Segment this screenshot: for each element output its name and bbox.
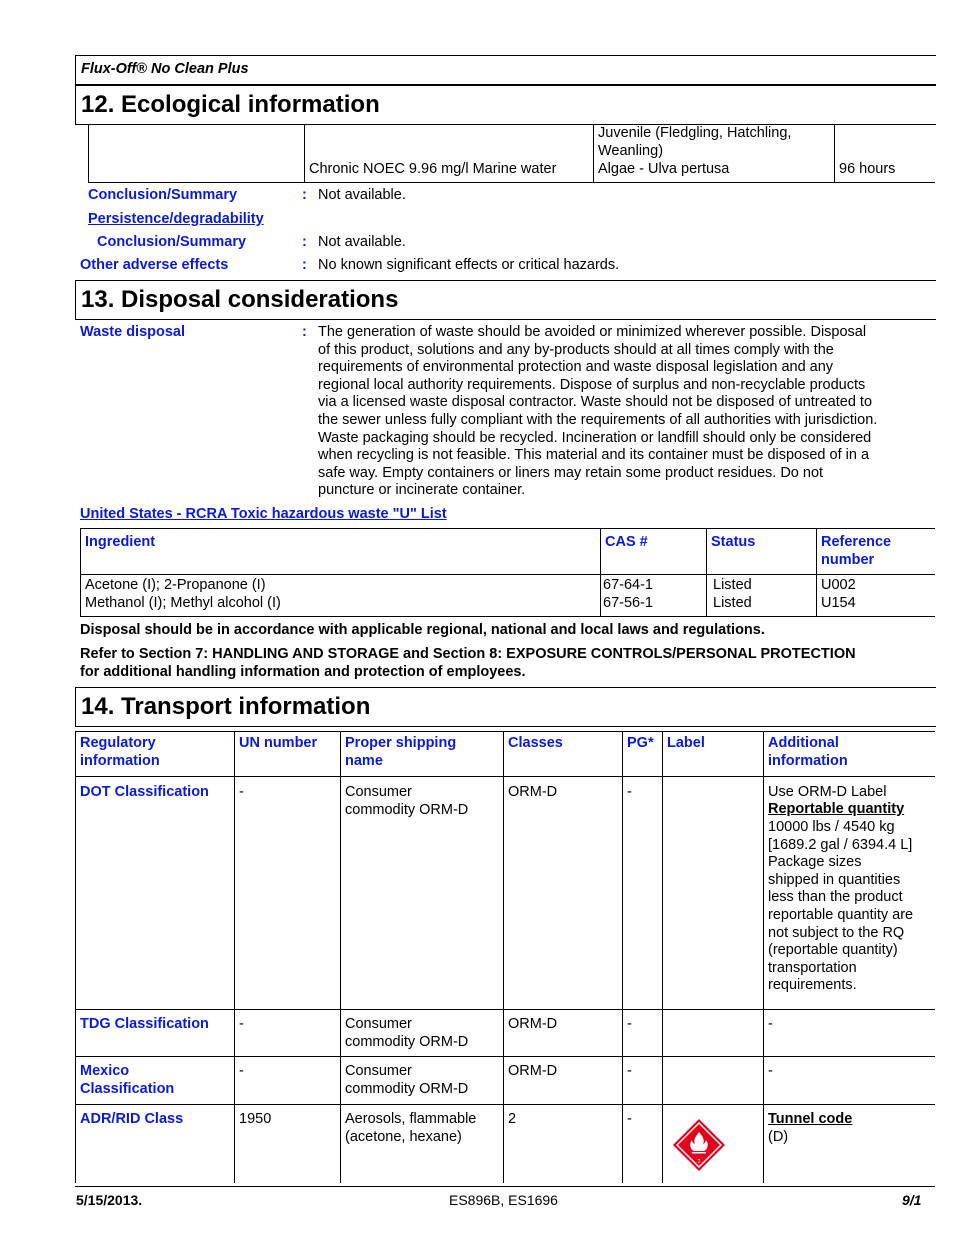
adr-classes: 2 [508,1111,517,1127]
mexico-pg: - [627,1063,632,1079]
tdg-classification-label: TDG Classification [80,1016,209,1032]
rcra-header-cas: CAS # [605,534,648,550]
eco-exposure: 96 hours [839,161,896,177]
rcra-status: Listed [713,595,752,611]
tdg-classes: ORM-D [508,1016,558,1032]
dot-classification-label: DOT Classification [80,784,209,800]
colon: : [302,234,307,250]
transport-header-psn: Proper shipping name [345,735,457,769]
mexico-un: - [239,1063,244,1079]
rcra-status: Listed [713,577,752,593]
rcra-header-status: Status [711,534,756,550]
section-13-title: 13. Disposal considerations [81,286,399,313]
svg-text:2: 2 [697,1159,701,1165]
product-header [75,55,936,85]
waste-disposal-text: The generation of waste should be avoided or minimized wherever possible. Disposal of this product, solutions and any by-products should at all times comply with the requirements of environmental protection and waste disposal legislation and any regional local authority requirements. Dispose of surplus and non-recyclable products via a licensed waste disposal contractor. Waste should not be disposed of untreated to the sewer unless fully compliant with the requirements of all authorities with jurisdiction. Waste packaging should be recycled. Incineration or landfill should only be considered when recycling is not feasible. This material and its container must be disposed of in a safe way. Empty containers or liners may retain some product residues. Do not puncture or incinerate container. [318,324,878,499]
section-14-header [75,687,936,727]
mexico-classification-label: Mexico Classification [80,1063,175,1097]
colon: : [302,324,307,340]
section-13-header [75,280,936,320]
dot-psn: Consumer commodity ORM-D [345,784,469,818]
refer-note: Refer to Section 7: HANDLING AND STORAGE and Section 8: EXPOSURE CONTROLS/PERSONAL PROTECTION for additional handling information and protection of employees. [80,646,856,680]
section-12-header [75,85,936,125]
transport-header-classes: Classes [508,735,563,751]
dot-add-rest: 10000 lbs / 4540 kg [1689.2 gal / 6394.4 L] Package sizes shipped in quantities less than the product reportable quantity are not subject to the RQ (reportable quantity) transportation requirements. [768,819,914,994]
dot-un: - [239,784,244,800]
rcra-reference: U154 [821,595,856,611]
product-name: Flux-Off® No Clean Plus [81,61,249,77]
section-12-title: 12. Ecological information [81,91,380,118]
transport-header-additional: Additional information [768,735,848,769]
adr-pg: - [627,1111,632,1127]
conclusion-value: Not available. [318,187,406,203]
rcra-reference: U002 [821,577,856,593]
eco-result: Chronic NOEC 9.96 mg/l Marine water [309,161,557,177]
transport-header-pg: PG* [627,735,654,751]
tdg-psn: Consumer commodity ORM-D [345,1016,469,1050]
rcra-ingredient: Methanol (I); Methyl alcohol (I) [85,595,281,611]
waste-disposal-label: Waste disposal [80,324,186,340]
transport-header-un: UN number [239,735,318,751]
mexico-classes: ORM-D [508,1063,558,1079]
rcra-header-ingredient: Ingredient [85,534,156,550]
adr-un: 1950 [239,1111,272,1127]
disposal-note: Disposal should be in accordance with applicable regional, national and local laws and regulations. [80,622,765,638]
tunnel-code-label: Tunnel code [768,1111,853,1127]
flammable-gas-diamond-icon [672,1118,726,1172]
adr-psn: Aerosols, flammable (acetone, hexane) [345,1111,477,1145]
eco-species-2: Weanling) [598,143,664,159]
tdg-pg: - [627,1016,632,1032]
dot-add-line1: Use ORM-D Label [768,784,887,800]
transport-header-regulatory: Regulatory information [80,735,160,769]
rcra-ingredient: Acetone (I); 2-Propanone (I) [85,577,266,593]
colon: : [302,187,307,203]
footer-date: 5/15/2013. [76,1192,143,1208]
transport-header-label: Label [667,735,705,751]
dot-rq-label: Reportable quantity [768,801,905,817]
mexico-psn: Consumer commodity ORM-D [345,1063,469,1097]
tunnel-code-value: (D) [768,1129,789,1145]
tdg-un: - [239,1016,244,1032]
rcra-cas: 67-64-1 [603,577,653,593]
rcra-list-link[interactable]: United States - RCRA Toxic hazardous waste "U" List [80,506,447,522]
footer-page: 9/1 [902,1192,922,1208]
persistence-conclusion-value: Not available. [318,234,406,250]
eco-species-3: Algae - Ulva pertusa [598,161,730,177]
persistence-link[interactable]: Persistence/degradability [88,211,264,227]
other-effects-label: Other adverse effects [80,257,229,273]
conclusion-label: Conclusion/Summary [88,187,238,203]
tdg-additional: - [768,1016,773,1032]
rcra-header-reference: Reference number [821,534,892,568]
mexico-additional: - [768,1063,773,1079]
dot-classes: ORM-D [508,784,558,800]
section-14-title: 14. Transport information [81,693,371,720]
rcra-cas: 67-56-1 [603,595,653,611]
other-effects-value: No known significant effects or critical hazards. [318,257,620,273]
adr-rid-class-label: ADR/RID Class [80,1111,184,1127]
footer-codes: ES896B, ES1696 [449,1192,558,1208]
eco-species-1: Juvenile (Fledgling, Hatchling, [598,125,792,141]
persistence-conclusion-label: Conclusion/Summary [97,234,247,250]
footer-rule [75,1186,935,1187]
dot-pg: - [627,784,632,800]
colon: : [302,257,307,273]
